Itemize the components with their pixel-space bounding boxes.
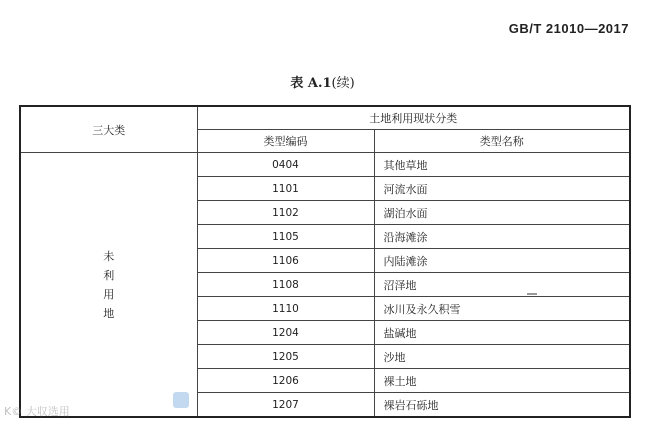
type-name-cell: 冰川及永久积雪 (374, 297, 630, 321)
type-code-cell: 1204 (197, 321, 374, 345)
table-title (0, 72, 645, 91)
type-code-cell: 1101 (197, 177, 374, 201)
type-name-cell: 盐碱地 (374, 321, 630, 345)
table-title-label: 表 A.1 (290, 76, 332, 91)
major-category-char: 未 (103, 249, 115, 263)
type-code-cell: 1108 (197, 273, 374, 297)
type-code-cell: 1205 (197, 345, 374, 369)
table-title-continued: (续) (331, 76, 355, 91)
col-header-type-code: 类型编码 (197, 130, 374, 153)
type-code-cell: 1206 (197, 369, 374, 393)
standard-code: GB/T 21010—2017 (508, 21, 629, 36)
type-code-cell: 0404 (197, 153, 374, 177)
type-name-cell: 沙地 (374, 345, 630, 369)
type-code-cell: 1102 (197, 201, 374, 225)
stray-mark (527, 293, 537, 295)
major-category-char: 用 (103, 287, 115, 301)
major-category-label (103, 247, 114, 323)
type-name-cell: 裸土地 (374, 369, 630, 393)
major-category-char: 地 (103, 306, 115, 320)
major-category-cell (20, 153, 197, 418)
type-name-cell: 沼泽地 (374, 273, 630, 297)
table-row (20, 153, 630, 177)
watermark: K© 大収选用 (4, 405, 70, 418)
type-name-cell: 湖泊水面 (374, 201, 630, 225)
type-name-cell: 其他草地 (374, 153, 630, 177)
type-code-cell: 1110 (197, 297, 374, 321)
type-code-cell: 1106 (197, 249, 374, 273)
type-name-cell: 内陆滩涂 (374, 249, 630, 273)
col-header-type-name: 类型名称 (374, 130, 630, 153)
classification-table (19, 105, 631, 418)
classification-table-container (19, 105, 629, 412)
watermark-logo-icon (173, 392, 189, 408)
col-header-group: 土地利用现状分类 (197, 106, 630, 130)
col-header-major-category: 三大类 (20, 106, 197, 153)
type-code-cell: 1207 (197, 393, 374, 418)
type-name-cell: 沿海滩涂 (374, 225, 630, 249)
major-category-char: 利 (103, 268, 115, 282)
type-code-cell: 1105 (197, 225, 374, 249)
type-name-cell: 裸岩石砾地 (374, 393, 630, 418)
type-name-cell: 河流水面 (374, 177, 630, 201)
